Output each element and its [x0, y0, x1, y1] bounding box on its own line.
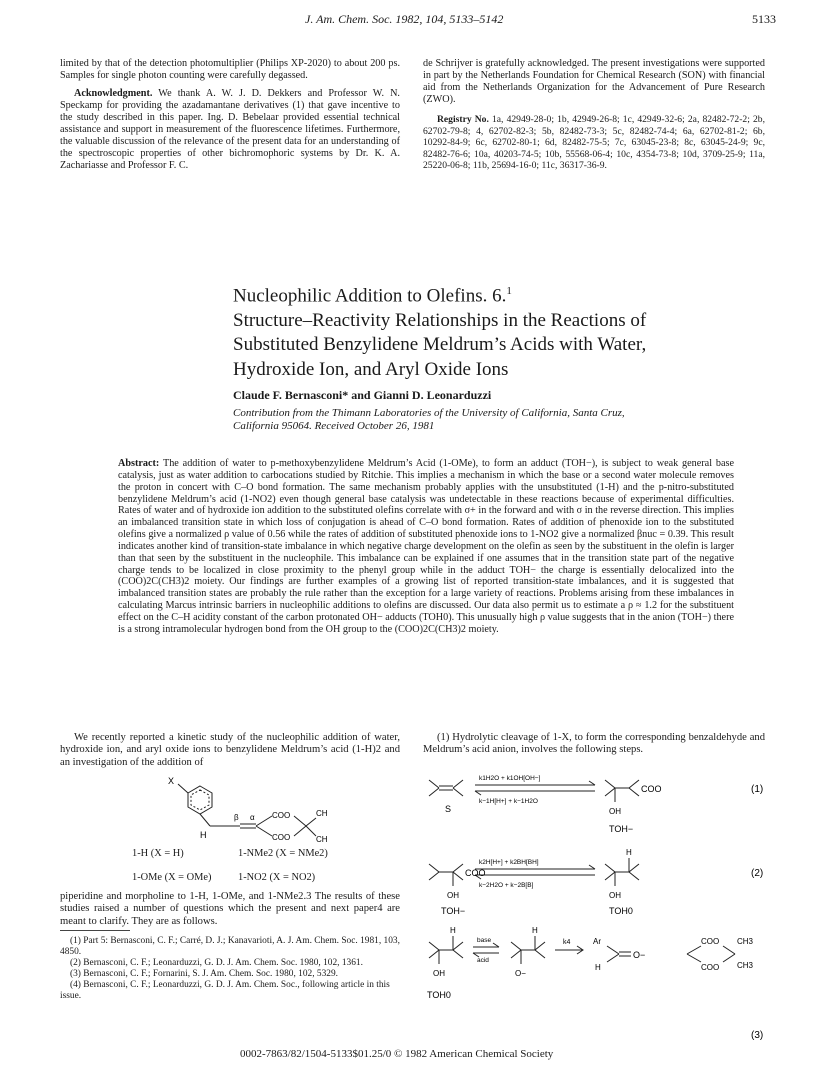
eq3-base-label: base	[477, 937, 492, 944]
footnote-rule	[60, 930, 130, 931]
eq2-oh-right: OH	[609, 891, 621, 900]
compound-label-1ome: 1-OMe (X = OMe)	[132, 872, 212, 883]
struct-alpha-label: α	[250, 813, 255, 822]
title-line-3: Substituted Benzylidene Meldrum’s Acids with Water,	[233, 334, 647, 356]
eq2-toh-minus: TOH−	[441, 906, 466, 916]
eq2-forward-rate: k2H[H+] + k2BH[BH]	[479, 859, 539, 866]
eq1-number: (1)	[751, 784, 764, 795]
abstract	[118, 458, 734, 636]
eq3-h-aldehyde: H	[595, 963, 601, 972]
footnote-2: (2) Bernasconi, C. F.; Leonarduzzi, G. D. J. Am. Chem. Soc. 1980, 102, 1361.	[70, 958, 363, 968]
eq3-oh-label: OH	[433, 969, 445, 978]
eq1-forward-rate: k1H2O + k1OH[OH−]	[479, 775, 541, 782]
ack-text: We thank A. W. J. D. Dekkers and Professor W. N. Speckamp for providing the azadamantane derivatives (1) that gave incentive to the study described in this paper. Ing. D. Bebelaar provided essential technical assistance and support in measurement of the fluorescence lifetimes. Furthermore, the valuable discussion of the relevance of the present data for an understanding of the spectroscopic properties of other bichromophoric systems by Dr. K. A. Zachariasse and Professor F. C.	[60, 88, 400, 171]
footnotes	[60, 936, 400, 1002]
eq3-product-aldehyde: O−	[633, 950, 646, 960]
eq2-number: (2)	[751, 868, 764, 879]
top-right-column	[423, 58, 765, 172]
eq2-toh-zero: TOH0	[609, 906, 633, 916]
body-after-structure: piperidine and morpholine to 1-H, 1-OMe, and 1-NMe2.3 The results of these studies raised a number of questions which the present and next paper4 are meant to clarify. They are as follows.	[60, 891, 400, 927]
eq2-oh-left: OH	[447, 891, 459, 900]
footnote-4: (4) Bernasconi, C. F.; Leonarduzzi, G. D. J. Am. Chem. Soc., following article in this issue.	[60, 980, 390, 1001]
eq1-reverse-rate: k−1H[H+] + k−1H2O	[479, 798, 538, 805]
eq1-oh-label: OH	[609, 807, 621, 816]
affiliation: Contribution from the Thimann Laboratories of the University of California, Santa Cruz, California 95064. Received October 26, 1981	[233, 407, 625, 432]
struct-beta-label: β	[234, 813, 239, 822]
compound-label-1h: 1-H (X = H)	[132, 848, 184, 859]
eq3-ar-label: Ar	[593, 937, 601, 946]
scheme-s-label: S	[445, 804, 452, 814]
eq3-acid-label: acid	[477, 957, 489, 964]
eq2-h-label: H	[626, 848, 632, 857]
eq3-ch3-bottom: CH3	[737, 961, 754, 970]
eq3-coo-bottom: COO	[701, 963, 720, 972]
eq2-reverse-rate: k−2H2O + k−2B[B]	[479, 882, 534, 889]
eq3-toh-zero: TOH0	[427, 990, 451, 1000]
eq3-ominus-label: O−	[515, 969, 526, 978]
eq3-ch3-top: CH3	[737, 937, 754, 946]
eq3-h-middle: H	[532, 926, 538, 935]
compound-label-1no2: 1-NO2 (X = NO2)	[238, 872, 316, 883]
body-intro: We recently reported a kinetic study of the nucleophilic addition of water, hydroxide ion, and aryl oxide ions to benzylidene Meldrum’s acid (1-H)2 and an investigation of the addition of	[60, 732, 400, 768]
eq3-number: (3)	[751, 1030, 764, 1041]
struct-coo-top: COO	[272, 811, 291, 820]
eq1-toh-minus: TOH−	[609, 824, 634, 834]
registry-paragraph	[423, 114, 765, 172]
registry-text: 1a, 42949-28-0; 1b, 42949-26-8; 1c, 42949-32-6; 2a, 82482-72-2; 2b, 62702-79-8; 4, 62702-82-3; 5b, 82482-73-3; 5c, 82482-74-4; 6a, 62702-81-2; 6b, 10292-84-9; 6c, 62702-80-1; 6d, 82482-75-5; 7c, 63045-23-8; 8c, 63045-24-9; 9c, 82482-76-6; 10a, 40203-74-5; 10b, 55568-06-4; 10c, 4354-73-8; 10d, 3709-25-9; 11a, 25220-06-8; 11b, 25694-16-0; 11c, 36317-36-9.	[423, 114, 765, 172]
article-title	[233, 279, 773, 382]
top-left-column	[60, 58, 400, 172]
abstract-text: The addition of water to p-methoxybenzylidene Meldrum’s Acid (1-OMe), to form an adduct (TOH−), is subject to weak general base catalysis, just as water addition to carbocations studied by Ritchie. This implies a mechanism in which the base or a second water molecule removes the proton in concert with C–O bond formation. The same mechanism probably applies with the unsubstituted (1-H) and the p-nitro-substituted benzylidene Meldrum’s acid (1-NO2) even though general base catalysis was undetectable in these reactions because of experimental difficulties. Rates of water and of hydroxide ion addition to the substituted olefins correlate with σ+ in the forward and with σ in the reverse direction. This implies an imbalanced transition state in which loss of conjugation is ahead of C–O bond formation. Rates of addition of phenoxide ion to the substituted olefins give a normalized ρ value of 0.56 while the rates of addition of substituted phenoxide ions to 1-NO2 give a normalized βnuc = 0.39. This result indicates another kind of transition-state imbalance in which negative charge development on the olefin as seen by the substituent in the olefin is larger than that seen by the substituent in the nucleophile. This imbalance can be explained if one assumes that in the transition state part of the negative charge tends to be localized in close proximity to the phenyl group while in the adduct TOH− the charge is essentially delocalized into the (COO)2C(CH3)2 moiety. Our findings are further examples of a growing list of reported transition-state imbalances, and it is suggested that imbalanced transition states are probably the rule rather than the exception for a large variety of reactions. Problems arising from these imbalances in calculating Marcus intrinsic barriers in nucleophilic additions to olefins are discussed. Our data also permit us to estimate a ρ ≈ 1.2 for the substituent effect on the C–H acidity constant of the carbon protonated OH− adducts (TOH0). This unusually high ρ value suggests that in the anion (TOH−) there is a strong intramolecular hydrogen bond from the OH group to the (COO)2C(CH3)2 moiety.	[118, 458, 734, 635]
footnote-3: (3) Bernasconi, C. F.; Fornarini, S. J. Am. Chem. Soc. 1980, 102, 5329.	[70, 969, 338, 979]
detector-paragraph: limited by that of the detection photomultiplier (Philips XP-2020) to about 200 ps. Samples for single photon counting were carefully degassed.	[60, 58, 400, 81]
title-line-2: Structure–Reactivity Relationships in the Reactions of	[233, 309, 647, 331]
body-right-item1: (1) Hydrolytic cleavage of 1-X, to form the corresponding benzaldehyde and Meldrum’s acid anion, involves the following steps.	[423, 732, 765, 756]
ack-label: Acknowledgment.	[74, 88, 153, 99]
eq3-h-left: H	[450, 926, 456, 935]
acknowledgment-continued: de Schrijver is gratefully acknowledged. The present investigations were supported in part by the Netherlands Foundation for Chemical Research (SON) with financial aid from the Netherlands Organization for the Advancement of Pure Research (ZWO).	[423, 58, 765, 105]
journal-header: J. Am. Chem. Soc. 1982, 104, 5133–5142	[305, 12, 504, 26]
eq2-reactant-group: COO	[465, 868, 486, 878]
eq3-k4-label: k4	[563, 939, 571, 946]
struct-ch3-bottom: CH	[316, 835, 328, 844]
title-line-1: Nucleophilic Addition to Olefins. 6.$^1$	[233, 285, 512, 307]
struct-h-label: H	[200, 830, 207, 840]
acknowledgment-paragraph	[60, 88, 400, 172]
authors: Claude F. Bernasconi* and Gianni D. Leonarduzzi	[233, 388, 492, 402]
eq1-product-group: COO	[641, 784, 662, 794]
struct-x-label: X	[168, 776, 175, 786]
struct-ch3-top: CH	[316, 809, 328, 818]
compound-1-structure	[150, 772, 380, 844]
registry-label: Registry No.	[437, 114, 489, 125]
eq3-coo-top: COO	[701, 937, 720, 946]
footnote-1: (1) Part 5: Bernasconi, C. F.; Carré, D. J.; Kanavarioti, A. J. Am. Chem. Soc. 1981, 103, 4850.	[60, 936, 400, 957]
struct-coo-bottom: COO	[272, 833, 291, 842]
copyright-footer: 0002-7863/82/1504-5133$01.25/0 © 1982 American Chemical Society	[240, 1048, 554, 1060]
abstract-label: Abstract:	[118, 458, 160, 469]
reaction-scheme	[423, 760, 768, 1042]
title-line-4: Hydroxide Ion, and Aryl Oxide Ions	[233, 358, 509, 380]
page-number: 5133	[752, 12, 776, 26]
compound-label-1nme2: 1-NMe2 (X = NMe2)	[238, 848, 328, 859]
